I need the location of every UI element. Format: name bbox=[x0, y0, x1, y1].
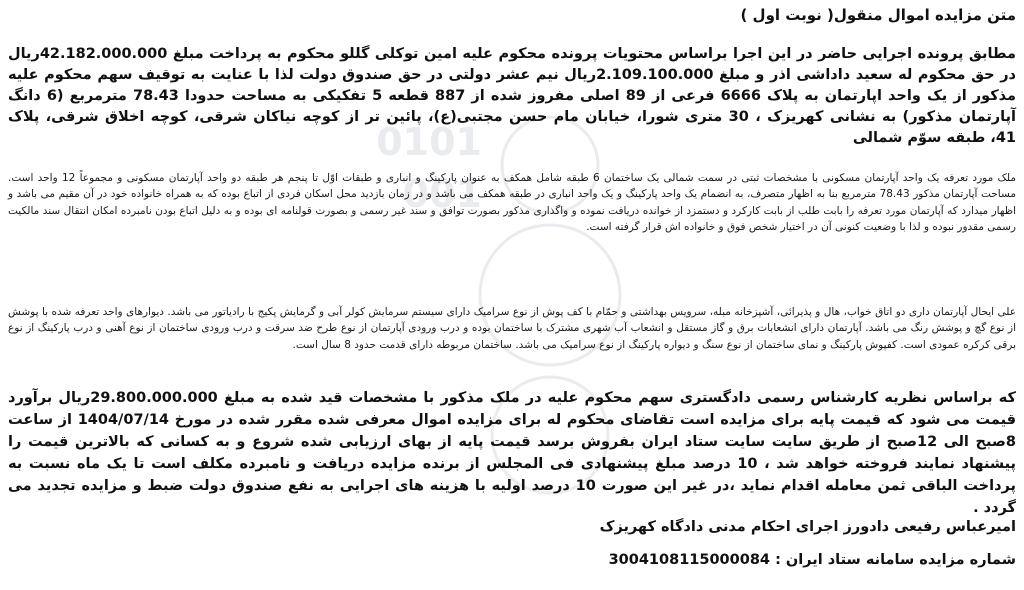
notice-title: متن مزایده اموال منقول( نوبت اول ) bbox=[740, 6, 1016, 24]
auction-number-line: شماره مزایده سامانه ستاد ایران : 3004108115000084 bbox=[608, 552, 1016, 568]
property-description-paragraph: ملک مورد تعرفه یک واحد آپارتمان مسکونی با مشخصات ثبتی در سمت شمالی یک ساختمان 6 طبقه شامل همکف به عنوان پارکینگ و انباری و طبقات اوّل تا پنجم هر طبقه دو واحد آپارتمان مسکونی و مجموعاً 12 واحد است. مساحت آپارتمان مذکور 78.43 مترمربع بنا به اظهار متصرف، به انضمام یک واحد پارکینگ و یک واحد انباری در طبقه همکف می باشد و در زمان بازدید محل اسکان فردی از اتباع بوده که به همراه خانواده خود در آن مقیم می باشد و اظهار میدارد که آپارتمان مورد تعرفه را بابت طلب از بابت کارکرد و دستمزد از خوانده دریافت نموده و واگذاری مذکور بصورت توافق و سند غیر رسمی و بصورت قولنامه ای بوده و به دلیل اتباع بودن نامبرده امکان انتقال سند مالکیت رسمی مقدور نبوده و لذا با وضعیت کنونی آن در اختیار شخص فوق و خانواده اش قرار گرفته است. bbox=[8, 172, 1016, 233]
svg-text:0101: 0101 bbox=[376, 120, 482, 164]
auction-terms-paragraph: که براساس نظریه کارشناس رسمی دادگستری سهم محکوم علیه در ملک مذکور با مشخصات قید شده به مبلغ 29.800.000.000ریال برآورد قیمت می شود که قیمت پایه برای مزایده است تقاضای محکوم له برای مزایده اموال معرفی شده مقرر شده در مورخ 1404/07/14 از ساعت 8صبح الی 12صبح از طریق سایت سایت ستاد ایران بفروش برسد قیمت پایه از بهای ارزیابی شده شروع و به کسانی که بالاترین قیمت را پیشنهاد نمایند فروخته خواهد شد ، 10 درصد مبلغ پیشنهادی فی المجلس از برنده مزایده دریافت و نامبرده مکلف است تا یک ماه نسبت به پرداخت الباقی ثمن معامله اقدام نماید ،در غیر این صورت 10 درصد اولیه با هزینه های اجرایی به نفع صندوق دولت ضبط و مزایده تجدید می گردد . bbox=[8, 390, 1016, 516]
property-features-paragraph: علی ایحال آپارتمان داری دو اتاق خواب، هال و پذیرائی، آشپزخانه مبله، سرویس بهداشتی و حمّام با کف پوش از نوع سرامیک دارای سیستم سرمایش کولر آبی و گرمایش پکیج با رادیاتور می باشد. دیوارهای واحد تعرفه شده با پوشش از نوع گچ و پوشش رنگ می باشد. آپارتمان دارای انشعابات برق و گاز مستقل و انشعاب آب شهری مشترک با ساختمان بوده و درب ورودی آپارتمان از نوع طرح ضد سرقت و درب ورودی ساختمان از نوع آهنی و درب پارکینگ از نوع برقی کرکره عمودی است. کفپوش پارکینگ و نمای ساختمان از نوع سنگ و دیواره پارکینگ از نوع سرامیک می باشد. ساختمان مربوطه دارای قدمت حدود 8 سال است. bbox=[8, 306, 1016, 351]
case-summary-paragraph: مطابق پرونده اجرایی حاضر در این اجرا براساس محتویات پرونده محکوم علیه امین توکلی گللو محکوم به پرداخت مبلغ 42.182.000.000ریال در حق محکوم له سعید داداشی اذر و مبلغ 2.109.100.000ریال نیم عشر دولتی در حق صندوق دولت لذا با عنایت به توقیف سهم محکوم علیه مذکور از یک واحد اپارتمان به پلاک 6666 فرعی از 89 اصلی مفروز شده از 887 قطعه 5 تفکیکی به مساحت حدودا 78.43 مترمربع (6 دانگ آپارتمان مذکور) به نشانی کهریزک ، 30 متری شورا، خیابان مام حسن مجتبی(ع)، پائین تر از کوچه نیاکان شرقی، کوچه اخلاق شرقی، پلاک 41، طبقه سوّم شمالی bbox=[8, 46, 1017, 146]
official-signature-line: امیرعباس رفیعی دادورز اجرای احکام مدنی دادگاه کهریزک bbox=[599, 519, 1016, 535]
svg-text:001: 001 bbox=[402, 172, 482, 216]
